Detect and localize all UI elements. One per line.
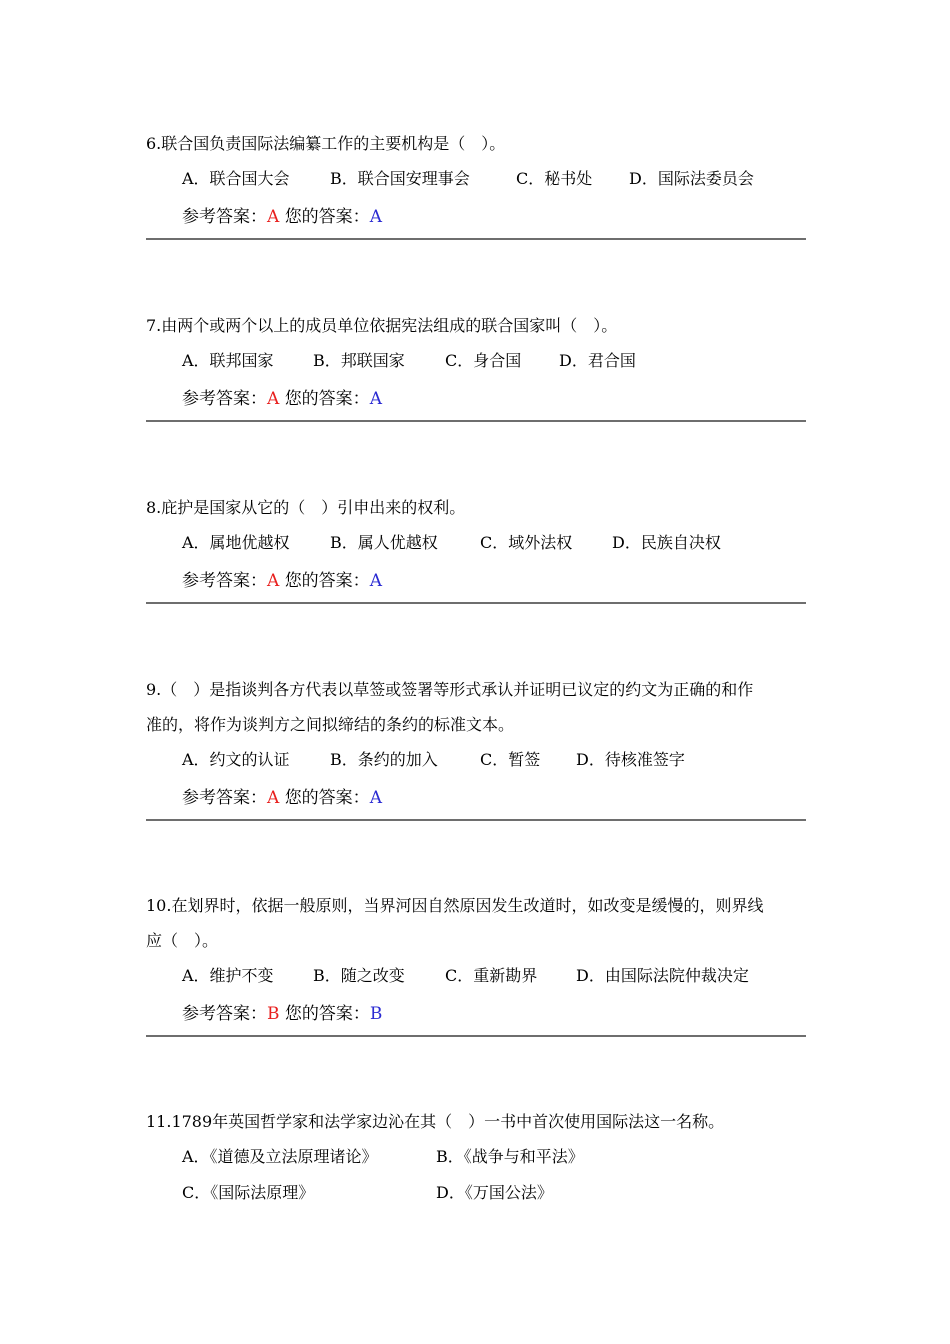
- answer-line: [182, 561, 806, 601]
- separator-line: [146, 420, 806, 422]
- option-a: A．联合国大会: [182, 169, 290, 188]
- option-d: D．国际法委员会: [629, 169, 754, 188]
- your-answer-value: A: [369, 389, 382, 409]
- option-d: D．待核准签字: [576, 750, 685, 769]
- question-stem-line-1: 10.在划界时，依据一般原则，当界河因自然原因发生改道时，如改变是缓慢的，则界线: [146, 896, 764, 915]
- answer-line: [182, 778, 806, 818]
- option-c: C．域外法权: [480, 533, 573, 552]
- separator-line: [146, 819, 806, 821]
- option-c: C．重新勘界: [445, 966, 538, 985]
- answer-line: [182, 994, 806, 1034]
- your-answer-label: 您的答案：: [284, 1004, 370, 1024]
- question-10: [146, 888, 806, 1037]
- question-6: [146, 126, 806, 240]
- your-answer-label: 您的答案：: [284, 788, 370, 808]
- option-c: C．身合国: [445, 351, 522, 370]
- option-c: C．《国际法原理》: [182, 1183, 315, 1202]
- option-b: B．《战争与和平法》: [436, 1147, 584, 1166]
- your-answer-value: A: [369, 571, 382, 591]
- question-stem: 6.联合国负责国际法编纂工作的主要机构是（ ）。: [146, 134, 506, 153]
- your-answer-value: B: [369, 1004, 383, 1024]
- question-7: [146, 308, 806, 422]
- question-stem: 8.庇护是国家从它的（ ）引申出来的权利。: [146, 498, 466, 517]
- question-8: [146, 490, 806, 604]
- answer-line: [182, 379, 806, 419]
- option-b: B．条约的加入: [330, 750, 438, 769]
- options-row: [146, 343, 806, 379]
- option-a: A．《道德及立法原理诸论》: [182, 1147, 378, 1166]
- options-row: [146, 958, 806, 994]
- reference-answer-value: B: [267, 1004, 280, 1024]
- option-a: A．约文的认证: [182, 750, 290, 769]
- question-stem: 7.由两个或两个以上的成员单位依据宪法组成的联合国家叫（ ）。: [146, 316, 618, 335]
- question-9: [146, 672, 806, 821]
- option-b: B．邦联国家: [313, 351, 405, 370]
- reference-answer-value: A: [267, 389, 280, 409]
- question-11: [146, 1104, 806, 1211]
- question-stem-line-1: 9.（ ）是指谈判各方代表以草签或签署等形式承认并证明已议定的约文为正确的和作: [146, 680, 754, 699]
- question-stem-line-2: 准的，将作为谈判方之间拟缔结的条约的标准文本。: [146, 715, 515, 734]
- your-answer-value: A: [369, 788, 382, 808]
- option-c: C．秘书处: [516, 169, 593, 188]
- reference-answer-value: A: [267, 571, 280, 591]
- answer-line: [182, 197, 806, 237]
- options-row: [146, 525, 806, 561]
- option-d: D．《万国公法》: [436, 1183, 553, 1202]
- reference-answer-label: 参考答案：: [182, 389, 267, 409]
- reference-answer-value: A: [267, 788, 280, 808]
- option-d: D．由国际法院仲裁决定: [576, 966, 749, 985]
- question-stem: 11.1789年英国哲学家和法学家边沁在其（ ）一书中首次使用国际法这一名称。: [146, 1112, 725, 1131]
- reference-answer-value: A: [267, 207, 280, 227]
- option-b: B．随之改变: [313, 966, 405, 985]
- separator-line: [146, 238, 806, 240]
- options-row: [146, 161, 806, 197]
- option-a: A．属地优越权: [182, 533, 290, 552]
- option-b: B．联合国安理事会: [330, 169, 470, 188]
- option-a: A．联邦国家: [182, 351, 274, 370]
- options-row: [146, 742, 806, 778]
- option-c: C．暂签: [480, 750, 541, 769]
- your-answer-label: 您的答案：: [284, 207, 370, 227]
- options-row-1: [146, 1139, 806, 1175]
- option-d: D．民族自决权: [612, 533, 721, 552]
- separator-line: [146, 602, 806, 604]
- option-b: B．属人优越权: [330, 533, 438, 552]
- options-row-2: [146, 1175, 806, 1211]
- reference-answer-label: 参考答案：: [182, 1004, 267, 1024]
- option-d: D．君合国: [559, 351, 636, 370]
- question-stem-line-2: 应（ ）。: [146, 931, 219, 950]
- option-a: A．维护不变: [182, 966, 274, 985]
- reference-answer-label: 参考答案：: [182, 571, 267, 591]
- separator-line: [146, 1035, 806, 1037]
- reference-answer-label: 参考答案：: [182, 207, 267, 227]
- reference-answer-label: 参考答案：: [182, 788, 267, 808]
- your-answer-label: 您的答案：: [284, 389, 370, 409]
- your-answer-value: A: [369, 207, 382, 227]
- your-answer-label: 您的答案：: [284, 571, 370, 591]
